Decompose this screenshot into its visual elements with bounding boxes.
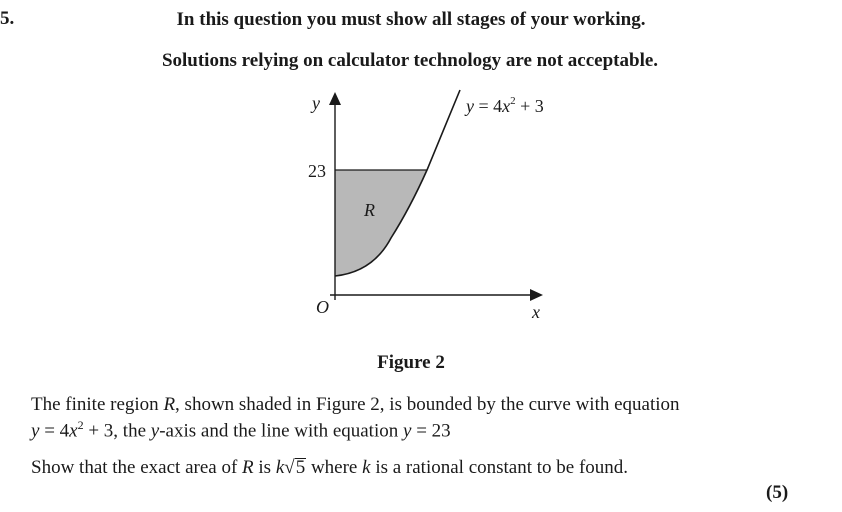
region-label: R xyxy=(364,200,375,220)
y-tick-label-23: 23 xyxy=(308,161,326,181)
instruction-calculator: Solutions relying on calculator technology are not acceptable. xyxy=(161,50,659,71)
figure-caption: Figure 2 xyxy=(377,352,445,373)
y-axis-arrowhead xyxy=(329,92,341,105)
curve-equation-label: $y = 4x^2 + 3$ xyxy=(466,95,544,116)
question-text-line-2: $y = 4x^2 + 3$, the y-axis and the line with equation y = 23 xyxy=(31,418,451,442)
question-number: 5. xyxy=(0,8,15,29)
marks: (5) xyxy=(766,482,789,503)
x-axis-label: x xyxy=(532,302,540,322)
origin-label: O xyxy=(316,297,329,317)
x-axis-arrowhead xyxy=(530,289,543,301)
instruction-working: In this question you must show all stages of your working. xyxy=(176,9,646,30)
sqrt-5: √5 xyxy=(284,457,306,478)
y-axis-label: y xyxy=(312,93,320,113)
shaded-region-r xyxy=(335,170,427,276)
question-text-line-1: The finite region R, shown shaded in Figure 2, is bounded by the curve with equation xyxy=(31,394,680,415)
question-text-line-3: Show that the exact area of R is k√5 where k is a rational constant to be found. xyxy=(31,457,629,478)
